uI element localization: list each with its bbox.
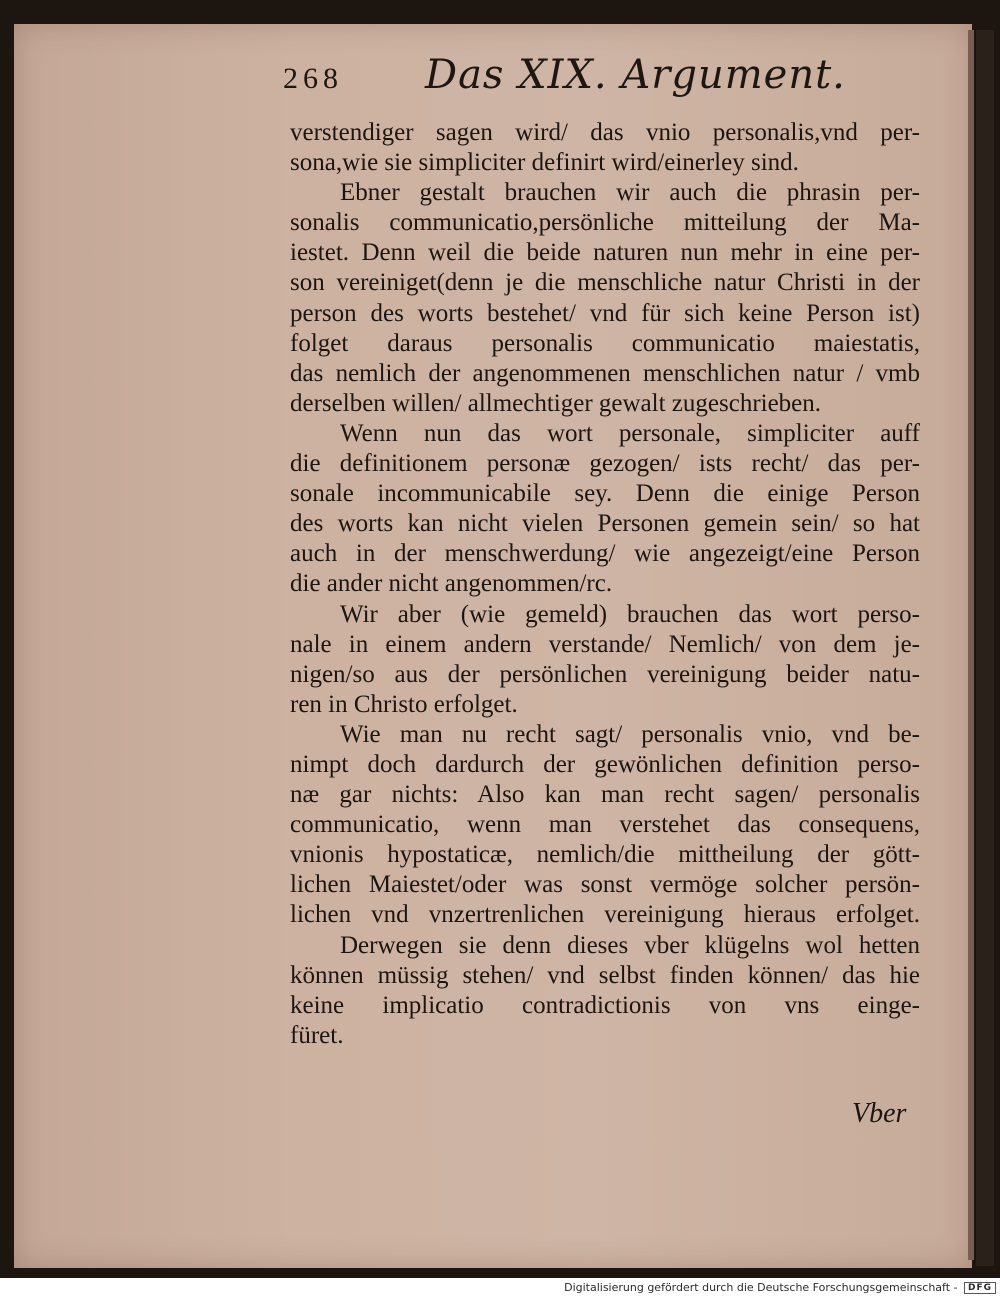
text-line: iestet. Denn weil die beide naturen nun mehr in eine per- [290, 239, 920, 267]
running-title: Das XIX. Argument. [425, 52, 846, 98]
text-line: folget daraus personalis communicatio maiestatis, [290, 329, 920, 357]
text-line: communicatio, wenn man verstehet das consequens, [290, 811, 920, 839]
text-line: nale in einem andern verstande/ Nemlich/ von dem je- [290, 630, 920, 658]
body-text [290, 118, 920, 1051]
credit-text: Digitalisierung gefördert durch die Deutsche Forschungsgemeinschaft - [564, 1281, 958, 1294]
text-line: Ebner gestalt brauchen wir auch die phrasin per- [340, 179, 920, 207]
page-number: 268 [283, 62, 343, 95]
text-line: die definitionem personæ gezogen/ ists recht/ das per- [290, 450, 920, 478]
text-line: auch in der menschwerdung/ wie angezeigt/eine Person [290, 540, 920, 568]
text-line: die ander nicht angenommen/rc. [290, 570, 613, 598]
text-line: vnionis hypostaticæ, nemlich/die mittheilung der gött- [290, 841, 920, 869]
text-line: verstendiger sagen wird/ das vnio personalis,vnd per- [290, 119, 920, 146]
text-line: ren in Christo erfolget. [290, 690, 518, 718]
text-line: Wir aber (wie gemeld) brauchen das wort perso- [340, 600, 920, 628]
text-line: keine implicatio contradictionis von vns einge- [290, 991, 920, 1019]
catchword: Vber [852, 1098, 907, 1129]
text-line: person des worts bestehet/ vnd für sich keine Person ist) [290, 299, 920, 327]
text-line: son vereiniget(denn je die menschliche natur Christi in der [290, 269, 920, 297]
text-line: lichen vnd vnzertrenlichen vereinigung hieraus erfolget. [290, 901, 920, 929]
text-line: Wie man nu recht sagt/ personalis vnio, vnd be- [340, 720, 920, 748]
text-line: das nemlich der angenommenen menschlichen natur / vmb [290, 359, 920, 387]
text-line: næ gar nichts: Also kan man recht sagen/ personalis [290, 781, 920, 809]
text-line: füret. [290, 1021, 344, 1049]
dfg-logo: DFG [964, 1282, 996, 1294]
text-line: derselben willen/ allmechtiger gewalt zugeschrieben. [290, 389, 822, 417]
text-line: können müssig stehen/ vnd selbst finden können/ das hie [290, 961, 920, 989]
text-line: lichen Maiestet/oder was sonst vermöge solcher persön- [290, 871, 920, 899]
text-line: sonale incommunicabile sey. Denn die einige Person [290, 480, 920, 508]
text-line: sonalis communicatio,persönliche mitteilung der Ma- [290, 209, 920, 237]
text-line: nimpt doch dardurch der gewönlichen definition perso- [290, 750, 920, 778]
text-line: des worts kan nicht vielen Personen gemein sein/ so hat [290, 510, 920, 538]
binding-strip [976, 30, 994, 1266]
digitization-credit [560, 1281, 996, 1297]
page-edge [968, 30, 974, 1260]
text-line: Derwegen sie denn dieses vber klügelns wol hetten [340, 931, 920, 959]
page-header [283, 50, 903, 110]
text-line: sona,wie sie simpliciter definirt wird/einerley sind. [290, 149, 799, 177]
text-line: nigen/so aus der persönlichen vereinigung beider natu- [290, 660, 920, 688]
text-line: Wenn nun das wort personale, simpliciter auff [340, 419, 920, 447]
